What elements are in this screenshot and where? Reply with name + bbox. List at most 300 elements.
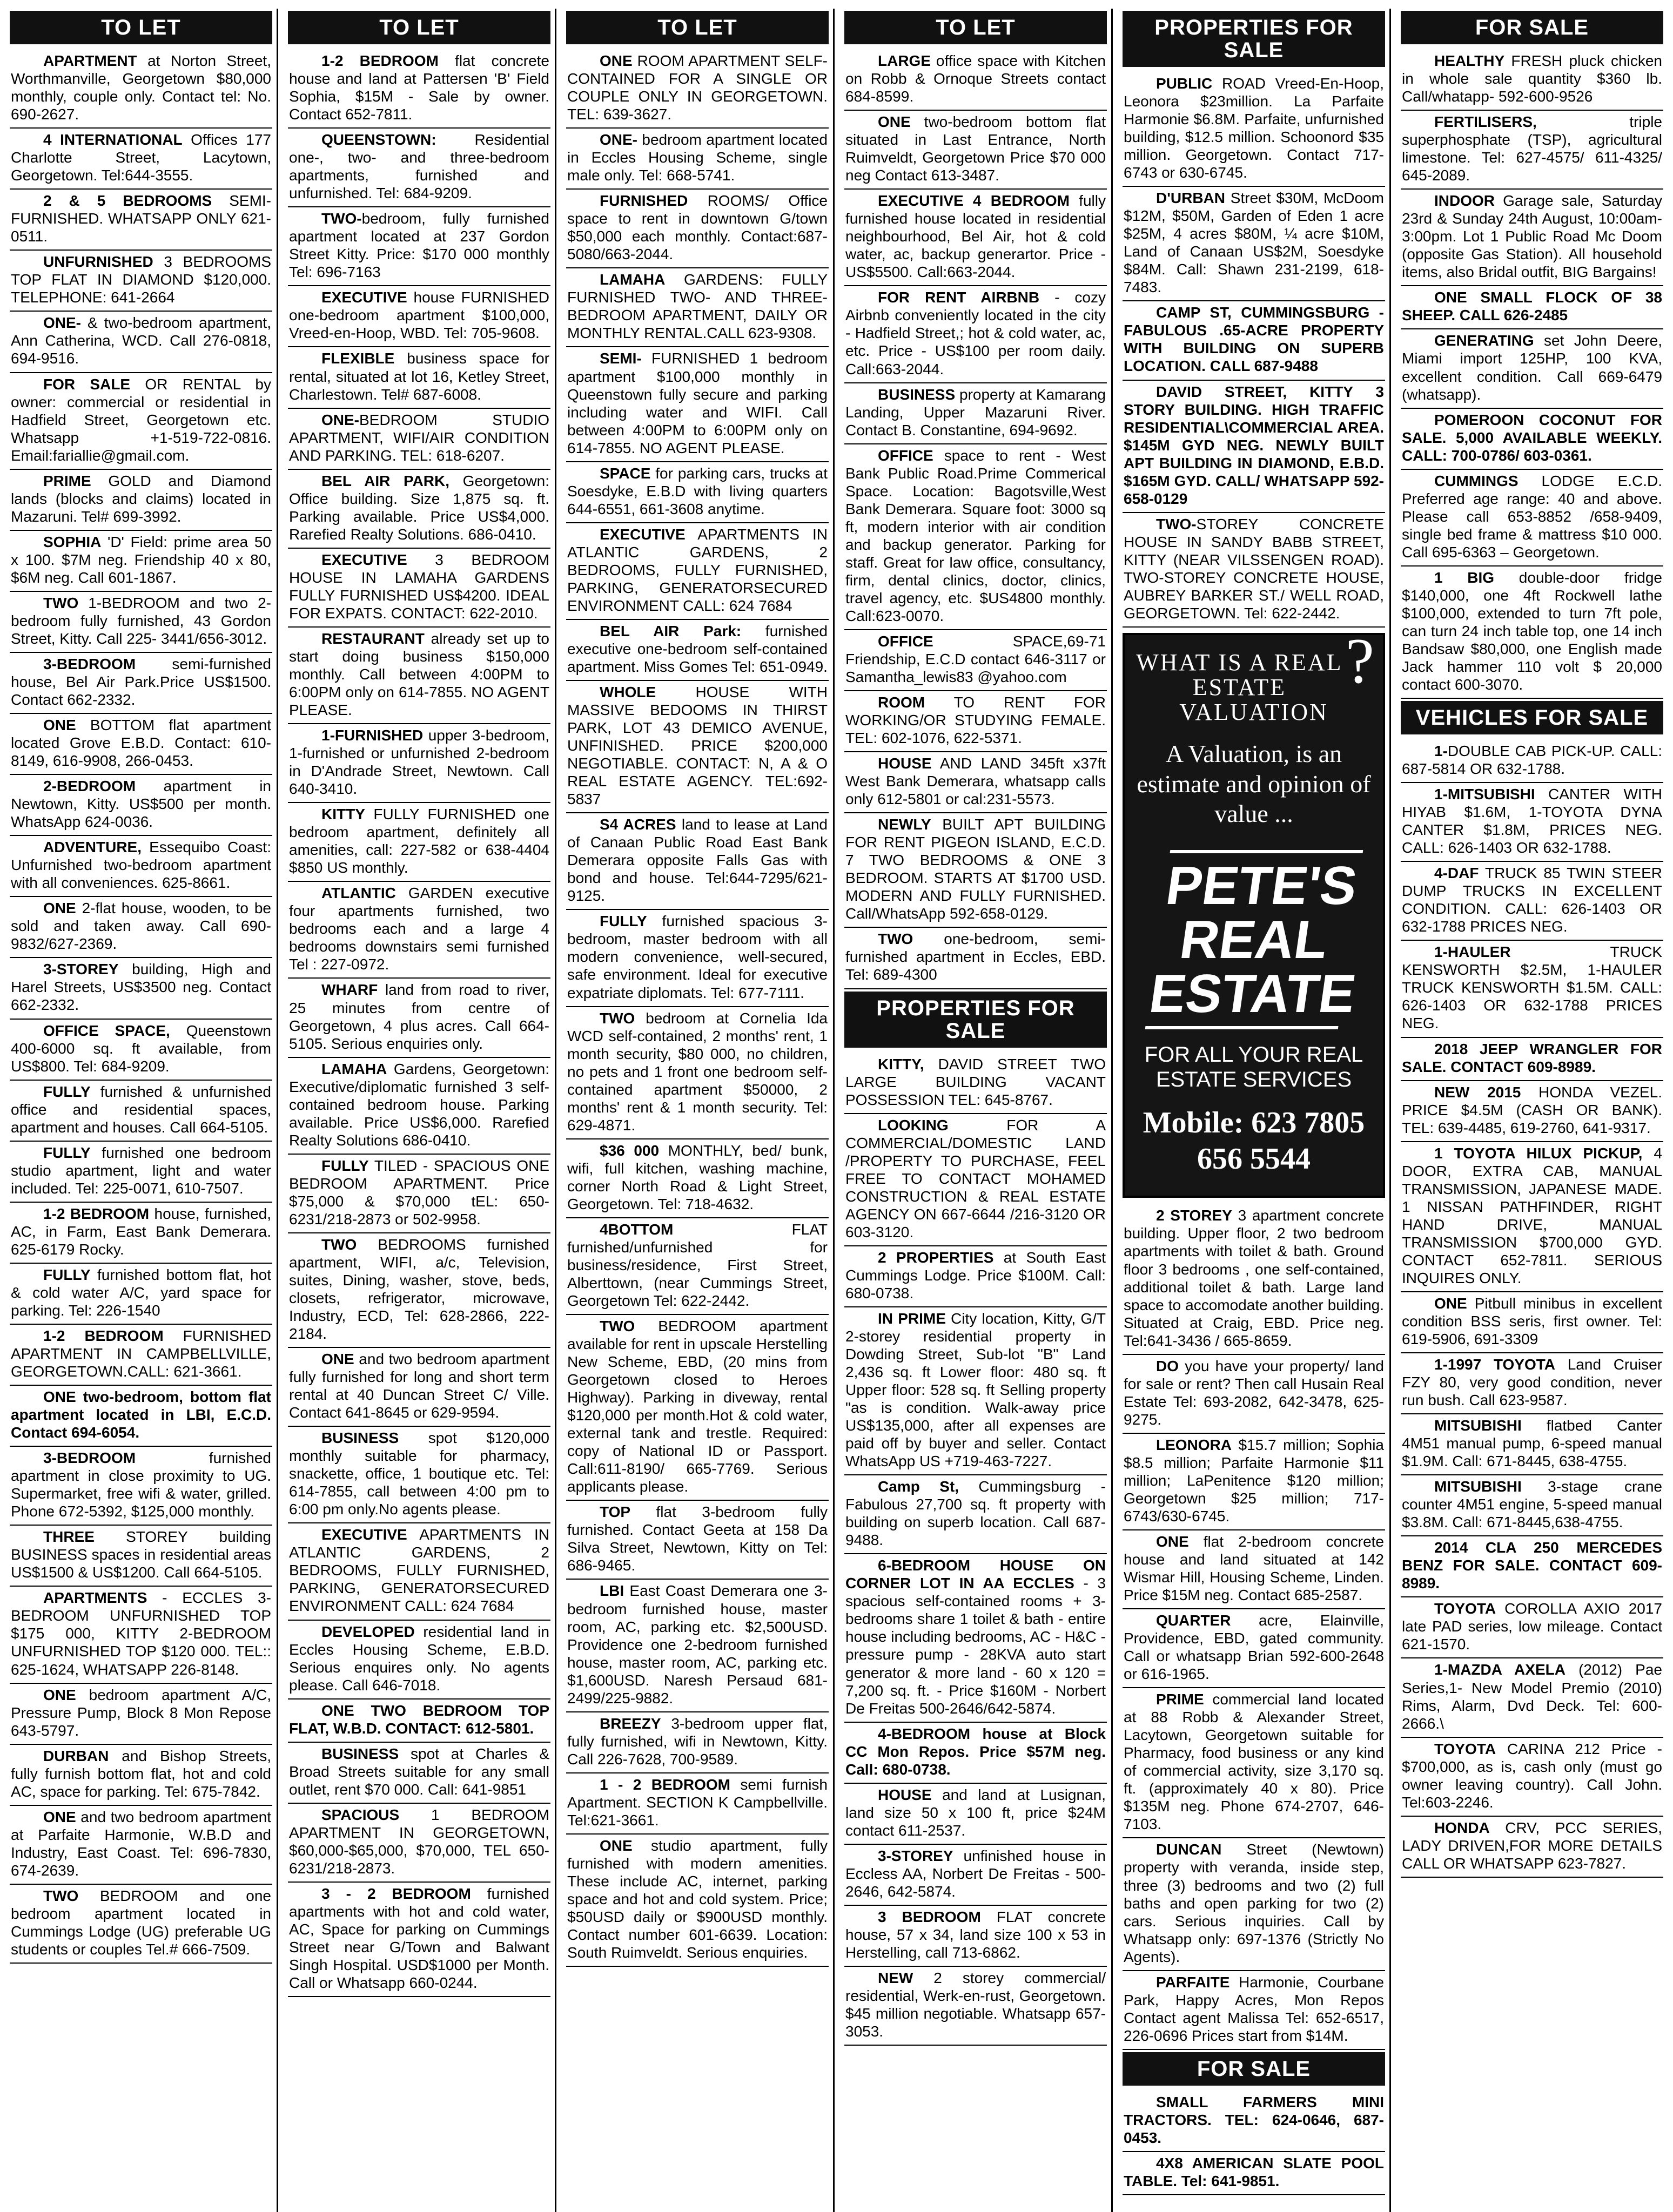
ad-text: for parking cars, trucks at Soesdyke, E.B.D with living quarters 644-6551, 661-3608 anytime. (567, 464, 828, 517)
ad-keyword: NEW (878, 1969, 913, 1986)
ad-text: ROOM APARTMENT SELF-CONTAINED FOR A SINGLE OR COUPLE ONLY IN GEORGETOWN. TEL: 639-3627. (567, 52, 828, 123)
ad-text: commercial land located at 88 Robb & Alexander Street, Lacytown, Georgetown suitable for Pharmacy, food business or any kind of commercial activity, size 3,170 sq. ft. (approximately 40 x 80). Price $135M neg. Phone 674-2707, 646-7103. (1124, 1691, 1384, 1833)
classified-ad (288, 1348, 550, 1427)
classified-ad (844, 1307, 1107, 1475)
ad-text: 3 BEDROOMS TOP FLAT IN DIAMOND $120,000. TELEPHONE: 641-2664 (11, 253, 271, 306)
ad-keyword: $36 000 (600, 1142, 660, 1159)
ad-keyword: ONE (43, 900, 76, 917)
classified-ad (1401, 1292, 1663, 1353)
classified-ad (1401, 1658, 1663, 1737)
classified-ad (1401, 1817, 1663, 1878)
ad-keyword: 2 STOREY (1156, 1207, 1232, 1224)
ad-text: Gardens, Georgetown: Executive/diplomatic furnished 3 self-contained bedroom house. Parking available. Price US$6,000. Rarefied Realty Solutions 686-0410. (289, 1060, 549, 1149)
ad-text: CANTER WITH HIYAB $1.6M, 1-TOYOTA DYNA CANTER $1.8M, PRICES NEG. CALL: 626-1403 OR 632-1788. (1402, 786, 1662, 857)
classified-ad (844, 1554, 1107, 1722)
ad-text: TRUCK KENSWORTH $2.5M, 1-HAULER TRUCK KENSWORTH $1.5M. CALL: 626-1403 OR 632-1788 PRICES NEG. (1402, 943, 1662, 1032)
ad-keyword: 1-MITSUBISHI (1434, 786, 1535, 803)
ad-keyword: 1 - 2 BEDROOM (600, 1776, 730, 1793)
ad-text: APARTMENTS IN ATLANTIC GARDENS, 2 BEDROOMS, FULLY FURNISHED, PARKING, GENERATORSECURED ENVIRONMENT CALL: 624 7684 (289, 1526, 549, 1615)
classified-ad (288, 803, 550, 882)
ad-text: Georgetown: Office building. Size 1,875 sq. ft. Parking available. Price US$4,000. Rarefied Realty Solutions. 686-0410. (289, 472, 549, 543)
ad-keyword: 3 - 2 BEDROOM (321, 1885, 471, 1902)
classified-ad (566, 1712, 829, 1773)
ad-text: Street (Newtown) property with veranda, inside step, three (3) bedrooms and two (2) full baths and open parking for two (2) cars. Serious inquiries. Call by Whatsapp only: 697-1376 (Strictly No Agents). (1124, 1841, 1384, 1965)
classified-ad (10, 129, 272, 190)
ad-text: ROOMS/ Office space to rent in downtown G/town $50,000 each monthly. Contact:687-5080/663-2044. (567, 192, 828, 263)
ad-keyword: ADVENTURE, (43, 839, 142, 856)
ad-text: semi-furnished house, Bel Air Park.Price US$1500. Contact 662-2332. (11, 655, 271, 708)
ad-keyword: MITSUBISHI (1434, 1417, 1522, 1434)
classified-ad (1401, 1475, 1663, 1536)
ad-text: unfinished house in Eccless AA, Norbert De Freitas - 500-2646, 642-5874. (845, 1847, 1106, 1900)
classified-ad (10, 775, 272, 836)
ad-text: BEDROOM and one bedroom apartment located in Cummings Lodge (UG) preferable UG students or couples Tel.# 666-7509. (11, 1887, 271, 1958)
ad-keyword: CAMP ST, CUMMINGSBURG (1156, 304, 1370, 321)
ad-text: TO RENT FOR WORKING/OR STUDYING FEMALE. TEL: 602-1076, 622-5371. (845, 694, 1106, 747)
ad-text: HONDA VEZEL. PRICE $4.5M (CASH OR BANK). TEL: 639-4485, 619-2760, 641-9317. (1402, 1083, 1662, 1136)
classified-ad (1401, 1081, 1663, 1142)
ad-keyword: DO (1156, 1357, 1179, 1374)
section-heading: PROPERTIES FOR SALE (844, 992, 1107, 1048)
ad-keyword: EXECUTIVE (600, 525, 686, 543)
ad-keyword: INDOOR (1434, 192, 1495, 210)
ad-keyword: LAMAHA (321, 1060, 387, 1077)
ad-keyword: CUMMINGS (1434, 472, 1519, 489)
ad-keyword: QUEENSTOWN: (321, 131, 436, 149)
classified-ad (288, 1058, 550, 1155)
ad-keyword: FOR RENT AIRBNB (878, 289, 1040, 306)
classified-ad (566, 1007, 829, 1139)
ad-keyword: S4 ACRES (600, 816, 676, 833)
classified-ad (10, 653, 272, 714)
real-estate-promo (1123, 624, 1385, 1198)
ad-text: residential land in Eccles Housing Scheme, E.B.D. Serious enquires only. No agents please. Call 646-7018. (289, 1623, 549, 1694)
ad-keyword: KITTY (321, 806, 365, 823)
ad-keyword: PARFAITE (1156, 1973, 1230, 1991)
ad-text: ROAD Vreed-En-Hoop, Leonora $23million. La Parfaite Harmonie $6.8M. Parfaite, unfurnished building, $12.5 million. Schoonord $35 million. Georgetown. Contact 717-6743 or 630-6745. (1124, 75, 1384, 181)
ad-text: property at Kamarang Landing, Upper Mazaruni River. Contact B. Constantine, 694-9692. (845, 386, 1106, 439)
ad-text: BEDROOMS furnished apartment, WIFI, a/c, Television, suites, Dining, washer, stove, beds, closets, refrigerator, microwave, Industry, ECD, Tel: 628-2866, 222-2184. (289, 1236, 549, 1343)
ad-keyword: 6-BEDROOM HOUSE ON CORNER LOT IN AA ECCLES (845, 1557, 1106, 1592)
classified-ad (1123, 1688, 1385, 1838)
ad-keyword: OFFICE (878, 632, 933, 650)
ad-text: FURNISHED 1 bedroom apartment $100,000 monthly in Queenstown fully secure and parking including water and WIFI. Call between 4:00PM to 6:00PM only on 614-7855. NO AGENT PLEASE. (567, 350, 828, 456)
ad-text: 'D' Field: prime area 50 x 100. $7M neg. Friendship 40 x 80, $6M neg. Call 601-1867. (11, 533, 271, 586)
ad-text: bedroom apartment A/C, Pressure Pump, Block 8 Mon Repose 643-5797. (11, 1686, 271, 1739)
classified-ad (566, 1218, 829, 1315)
ad-keyword: ONE TWO BEDROOM (321, 1702, 502, 1719)
promo-question: WHAT IS A REAL ESTATE VALUATION (1136, 649, 1343, 726)
ad-text: - ECCLES 3-BEDROOM UNFURNISHED TOP $175 000, KITTY 2-BEDROOM UNFURNISHED TOP $120 000. TEL:: 625-1624, WHATSAPP 226-8148. (11, 1589, 271, 1678)
classified-ad (1123, 1530, 1385, 1609)
classified-ad (844, 691, 1107, 752)
ad-text: BUILT APT BUILDING FOR RENT PIGEON ISLAND, E.C.D. 7 TWO BEDROOMS & ONE 3 BEDROOM. STARTS AT $1700 USD. MODERN AND FULLY FURNISHED. Call/WhatsApp 592-658-0129. (845, 816, 1106, 922)
ad-text: 2 storey commercial/ residential, Werk-en-rust, Georgetown. $45 million negotiable. Whatsapp 657-3053. (845, 1969, 1106, 2040)
ad-text: 1 BEDROOM APARTMENT IN GEORGETOWN, $60,000-$65,000, $70,000, TEL 650-6231/218-2873. (289, 1806, 549, 1877)
ad-text: flat concrete house and land at Pattersen 'B' Field Sophia, $15M - Sale by owner. Contact 652-7811. (289, 52, 549, 123)
ad-keyword: 4X8 AMERICAN (1156, 2154, 1274, 2171)
classified-ad (566, 1315, 829, 1501)
classified-ad (1401, 1414, 1663, 1475)
ad-keyword: 2 PROPERTIES (878, 1249, 994, 1266)
ad-keyword: 2018 JEEP (1434, 1040, 1518, 1057)
classified-ad (1123, 2091, 1385, 2152)
classified-ad (566, 523, 829, 620)
section-heading: TO LET (844, 11, 1107, 44)
ad-text: 3-bedroom upper flat, fully furnished, wifi in Newtown, Kitty. Call 226-7628, 700-9589. (567, 1715, 828, 1768)
ad-keyword: 1-2 BEDROOM (43, 1205, 150, 1222)
classified-ad (844, 813, 1107, 928)
ad-keyword: EXECUTIVE (321, 551, 407, 568)
ad-text: building, High and Harel Streets, US$3500 neg. Contact 662-2332. (11, 961, 271, 1014)
ad-text: double-door fridge $140,000, one 4ft Rockwell lathe $100,000, extended to turn 7ft pole, can turn 24 inch table top, one 14 inch Bandsaw $80,000, one English made Jack hammer 110 volt $ 20,000 contact 600-3070. (1402, 569, 1662, 693)
ad-text: GARDEN executive four apartments furnished, two bedrooms each and a large 4 bedrooms downstairs semi furnished Tel : 227-0972. (289, 885, 549, 973)
classified-ad (288, 50, 550, 129)
ad-keyword: LEONORA (1156, 1436, 1232, 1453)
ad-text: SPACE,69-71 Friendship, E.C.D contact 646-3117 or Samantha_lewis83 @yahoo.com (845, 632, 1106, 685)
ad-keyword: 1-2 BEDROOM (321, 52, 439, 69)
section-heading: PROPERTIES FOR SALE (1123, 11, 1385, 67)
classified-ad (844, 1967, 1107, 2046)
classified-ad (288, 724, 550, 803)
ad-text: Land Cruiser FZY 80, very good condition, never run bush. Call 623-9587. (1402, 1356, 1662, 1409)
classified-ad (10, 1081, 272, 1142)
classified-ad (288, 1621, 550, 1700)
ad-text: acre, Elainville, Providence, EBD, gated community. Call or whatsapp Brian 592-600-2648 or 616-1965. (1124, 1612, 1384, 1683)
classified-ad (844, 1845, 1107, 1906)
ad-text: 3-stage crane counter 4M51 engine, 5-speed manual $3.8M. Call: 671-8445,638-4755. (1402, 1478, 1662, 1531)
classified-ad (566, 1580, 829, 1712)
ad-text: business space for rental, situated at lot 16, Ketley Street, Charlestown. Tel# 687-6008. (289, 350, 549, 403)
ad-text: COROLLA AXIO 2017 late PAD series, low mileage. Contact 621-1570. (1402, 1600, 1662, 1653)
ad-keyword: PUBLIC (1156, 75, 1213, 92)
classified-ad (1401, 409, 1663, 470)
classified-ad (1401, 470, 1663, 567)
ad-keyword: ONE SMALL (1434, 289, 1533, 306)
ad-text: (2012) Pae Series,1- New Model Premio (2010) Rims, Alarm, Dvd Deck. Tel: 600-2666.\ (1402, 1661, 1662, 1732)
section-heading: TO LET (10, 11, 272, 44)
ad-text: land from road to river, 25 minutes from centre of Georgetown, 4 plus acres. Call 664-5105. Serious enquiries only. (289, 981, 549, 1052)
classified-ad (10, 958, 272, 1019)
classified-ad (1123, 1204, 1385, 1354)
ad-text: Pitbull minibus in excellent condition BSS seris, first owner. Tel: 619-5906, 691-3309 (1402, 1294, 1662, 1347)
section-heading: TO LET (566, 11, 829, 44)
column-1 (5, 9, 278, 2212)
ad-text: HOUSE WITH MASSIVE BEDOOMS IN THIRST PARK, LOT 43 DEMICO AVENUE, UNFINISHED. PRICE $200,000 NEGOTIABLE. CONTACT: N, A & O REAL ESTATE AGENCY. TEL:692-5837 (567, 684, 828, 808)
ad-keyword: 4-DAF (1434, 865, 1479, 882)
classified-ad (288, 1700, 550, 1743)
classified-ad (1401, 111, 1663, 190)
ad-text: FURNISHED APARTMENT IN CAMPBELLVILLE, GEORGETOWN.CALL: 621-3661. (11, 1327, 271, 1380)
classified-ad (10, 373, 272, 470)
classified-ad (1401, 329, 1663, 408)
ad-text: set John Deere, Miami import 125HP, 100 KVA, excellent condition. Call 669-6479 (whatsapp). (1402, 332, 1662, 403)
classified-ad (288, 207, 550, 286)
ad-keyword: 3-BEDROOM (43, 1449, 136, 1467)
ad-text: Residential one-, two- and three-bedroom apartments, furnished and unfurnished. Tel: 684-9209. (289, 131, 549, 202)
classified-ad (288, 979, 550, 1057)
ad-text: and Bishop Streets, fully furnish bottom flat, hot and cold AC, space for parking. Tel: 675-7842. (11, 1747, 271, 1800)
ad-keyword: 2-BEDROOM (43, 778, 136, 795)
ad-text: TILED - SPACIOUS ONE BEDROOM APARTMENT. Price $75,000 & $70,000 tEL: 650-6231/218-2873 or 502-9958. (289, 1157, 549, 1228)
ad-keyword: 2014 CLA 250 (1434, 1539, 1559, 1556)
ad-keyword: ONE (43, 1686, 76, 1703)
ad-text: two-bedroom, bottom flat apartment located in LBI, E.C.D. Contact 694-6054. (11, 1388, 271, 1441)
classified-ad (844, 286, 1107, 383)
ad-text: one-bedroom, semi-furnished apartment in Eccles, EBD. Tel: 689-4300 (845, 930, 1106, 983)
ad-text: - FABULOUS .65-ACRE PROPERTY WITH BUILDING ON SUPERB LOCATION. CALL 687-9488 (1124, 304, 1385, 375)
ad-keyword: SEMI- (600, 350, 642, 367)
classified-ad (10, 1806, 272, 1885)
ad-keyword: 1 BIG (1434, 569, 1495, 586)
ad-text: $15.7 million; Sophia $8.5 million; Parfaite Harmonie $11 million; LaPenitence $120 million; Georgetown $25 million; 717-6743/630-6745. (1124, 1436, 1384, 1525)
column-2 (284, 9, 556, 2212)
classified-ad (10, 1526, 272, 1587)
classified-ad (566, 462, 829, 523)
classified-ad (844, 1906, 1107, 1967)
ad-text: you have your property/ land for sale or rent? Then call Husain Real Estate Tel: 693-2082, 642-3478, 625-9275. (1124, 1357, 1384, 1428)
ad-text: East Coast Demerara one 3-bedroom furnished house, master room, AC, parking etc. $2,500USD. Providence one 2-bedroom furnished house, master room, AC, parking etc. $1,600USD. Naresh Persaud 681-2499/225-9882. (567, 1582, 828, 1707)
ad-keyword: TWO (321, 1236, 357, 1253)
ad-keyword: FULLY (600, 913, 647, 930)
ad-keyword: HEALTHY (1434, 52, 1505, 69)
ad-keyword: TWO- (321, 210, 362, 227)
classified-ad (288, 347, 550, 408)
promo-mobile: Mobile: 623 7805 656 5544 (1143, 1106, 1365, 1176)
ad-text: FRESH pluck chicken in whole sale quantity $360 lb. Call/whatapp- 592-600-9526 (1402, 52, 1662, 105)
ad-keyword: APARTMENTS (43, 1589, 147, 1607)
classified-ad (1401, 862, 1663, 941)
ad-keyword: 1-FURNISHED (321, 727, 424, 744)
ad-keyword: HOUSE (878, 755, 932, 772)
ad-keyword: FERTILISERS, (1434, 113, 1537, 131)
ad-keyword: SPACE (600, 464, 651, 482)
classified-ad (1123, 72, 1385, 187)
ad-text: 3 apartment concrete building. Upper floor, 2 two bedroom apartments with toilet & bath. Ground floor 3 bedrooms , one self-contained, additional toilet & bath. Large land space to accomodate another building. Situated at Craig, EBD. Price neg. Tel:641-3436 / 665-8659. (1124, 1207, 1384, 1349)
ad-keyword: TWO (600, 1318, 635, 1335)
classified-ad (1401, 783, 1663, 862)
ad-keyword: BUSINESS (321, 1745, 399, 1762)
classified-ad (844, 111, 1107, 190)
ad-text: furnished spacious 3-bedroom, master bedroom with all modern convenience, well-secured, safe environment. Ideal for executive expatriate diplomats. Tel: 677-7111. (567, 913, 828, 1001)
ad-text: upper 3-bedroom, 1-furnished or unfurnished 2-bedroom in D'Andrade Street, Newtown. Call 640-3410. (289, 727, 549, 798)
classified-ad (844, 1784, 1107, 1845)
ad-text: Harmonie, Courbane Park, Happy Acres, Mon Repos Contact agent Malissa Tel: 652-6517, 226-0696 Prices start from $14M. (1124, 1973, 1384, 2044)
ad-keyword: ATLANTIC (321, 885, 396, 902)
ad-text: SEMI-FURNISHED. WHATSAPP ONLY 621-0511. (11, 192, 271, 245)
classified-ad (10, 897, 272, 958)
classified-ad (10, 1447, 272, 1526)
ad-text: 1-BEDROOM and two 2-bedroom fully furnished, 43 Gordon Street, Kitty. Call 225- 3441/656-3012. (11, 594, 271, 647)
classified-ad (844, 1114, 1107, 1246)
classified-ad (10, 1745, 272, 1806)
ad-keyword: LOOKING (878, 1116, 949, 1134)
classified-ad (288, 409, 550, 470)
classified-ad (10, 1684, 272, 1745)
classified-ad (1123, 513, 1385, 628)
ad-keyword: DEVELOPED (321, 1623, 415, 1640)
classified-ad (844, 50, 1107, 111)
column-6 (1396, 9, 1668, 2212)
classified-ad (288, 549, 550, 628)
ad-text: GOLD and Diamond lands (blocks and claims) located in Mazaruni. Tel# 699-3992. (11, 472, 271, 525)
ad-keyword: 1-HAULER (1434, 943, 1511, 961)
ad-keyword: ROOM (878, 694, 925, 711)
ad-text: LODGE E.C.D. Preferred age range: 40 and above. Please call 653-8852 /658-9409, single bed frame & mattress $10 000. Call 695-6363 – Georgetown. (1402, 472, 1662, 561)
ad-text: spot at Charles & Broad Streets suitable for any small outlet, rent $70 000. Call: 641-9851 (289, 1745, 549, 1798)
promo-tagline: FOR ALL YOUR REAL ESTATE SERVICES (1144, 1043, 1363, 1092)
ad-text: GARDENS: FULLY FURNISHED TWO- AND THREE-BEDROOM APARTMENT, DAILY OR MONTHLY RENTAL.CALL 623-9308. (567, 271, 828, 342)
classified-ad (10, 836, 272, 897)
classified-ad (844, 1723, 1107, 1784)
ad-text: bedroom, fully furnished apartment located at 237 Gordon Street Kitty. Price: $170 000 monthly Tel: 696-7163 (289, 210, 549, 281)
column-3 (562, 9, 835, 2212)
classified-ad (1123, 301, 1385, 380)
ad-text: Offices 177 Charlotte Street, Lacytown, Georgetown. Tel:644-3555. (11, 131, 272, 184)
ad-text: FULLY FURNISHED one bedroom apartment, definitely all amenities, call: 227-582 or 638-4404 $850 US monthly. (289, 806, 549, 876)
classified-ad (844, 1053, 1107, 1114)
ad-keyword: D'URBAN (1156, 190, 1225, 207)
ad-keyword: LAMAHA (600, 271, 666, 288)
ad-text: FLOCK OF 38 SHEEP. CALL 626-2485 (1402, 289, 1662, 324)
ad-keyword: BEL AIR PARK, (321, 472, 450, 489)
ad-keyword: WHOLE (600, 684, 656, 700)
ad-text: bedroom apartment located in Eccles Housing Scheme, single male only. Tel: 668-5741. (567, 131, 828, 184)
classified-ad (1401, 190, 1663, 286)
ad-keyword: BUSINESS (878, 386, 956, 403)
ad-keyword: POMEROON (1434, 411, 1524, 428)
classified-ad (844, 630, 1107, 691)
ad-keyword: FURNISHED (600, 192, 688, 210)
ad-text: TOP FLAT, W.B.D. CONTACT: 612-5801. (289, 1702, 549, 1737)
ad-text: studio apartment, fully furnished with modern amenities. These include AC, internet, parking space and hot and cold system. Price; $50USD daily or $900USD monthly. Contact number 601-6639. Location: South Ruimveldt. Serious enquiries. (567, 1837, 828, 1961)
classified-ad (10, 1142, 272, 1203)
classified-ad (1401, 50, 1663, 111)
section-heading: TO LET (288, 11, 550, 44)
ad-keyword: APARTMENT (43, 52, 137, 69)
ad-text: AND LAND 345ft x37ft West Bank Demerara, whatsapp calls only 612-5801 or cal:231-5573. (845, 755, 1106, 808)
ad-keyword: PRIME (43, 472, 91, 489)
classified-ad (10, 312, 272, 373)
classified-ad (288, 882, 550, 979)
ad-text: and two bedroom apartment fully furnished for long and short term rental at 40 Duncan Street C/ Ville. Contact 641-8645 or 629-9594. (289, 1351, 549, 1421)
ad-text: MERCEDES BENZ FOR SALE. CONTACT 609-8989. (1402, 1539, 1663, 1592)
classified-ad (288, 129, 550, 207)
ad-keyword: RESTAURANT (321, 630, 425, 647)
ad-keyword: Camp St, (878, 1478, 959, 1495)
ad-text: space to rent - West Bank Public Road.Prime Commerical Space. Location: Bagotsville,West Bank Demerara. Square foot: 3000 sq ft, modern interior with air condition and backup generator. Parking for staff. Great for law office, consultancy, firm, dental clinics, doctor, clinics, travel agency, etc. $US4800 monthly. Call:623-0070. (845, 447, 1106, 624)
ad-keyword: ONE (43, 1808, 76, 1825)
classified-ad (1401, 1738, 1663, 1817)
ad-keyword: 4BOTTOM (600, 1220, 674, 1238)
classified-ad (288, 470, 550, 549)
ad-text: fully furnished house located in residential neighbourhood, Bel Air, hot & cold water, ac, backup generartor. Price - US$5500. Call:663-2044. (845, 192, 1106, 281)
promo-logo: PETE'S REAL ESTATE (1145, 850, 1362, 1029)
ad-keyword: DURBAN (43, 1747, 109, 1764)
classified-ad (566, 1835, 829, 1967)
ad-keyword: HOUSE (878, 1786, 932, 1803)
classified-ad (1123, 1355, 1385, 1434)
ad-text: Queenstown 400-6000 sq. ft available, from US$800. Tel: 684-9209. (11, 1022, 271, 1075)
ad-keyword: NEWLY (878, 816, 931, 833)
ad-text: furnished bottom flat, hot & cold water A/C, yard space for parking. Tel: 226-1540 (11, 1266, 271, 1319)
ad-keyword: NEW 2015 (1434, 1083, 1521, 1101)
classified-ad (10, 50, 272, 129)
classified-ad (844, 752, 1107, 813)
ad-text: COCONUT FOR SALE. 5,000 AVAILABLE WEEKLY. CALL: 700-0786/ 603-0361. (1402, 411, 1662, 464)
ad-text: DAVID STREET TWO LARGE BUILDING VACANT POSSESSION TEL: 645-8767. (845, 1055, 1106, 1108)
ad-text: FLAT concrete house, 57 x 34, land size 100 x 53 in Herstelling, call 713-6862. (845, 1908, 1106, 1961)
ad-text: OR RENTAL by owner: commercial or residential in Hadfield Street, Georgetown etc. Whatsapp +1-519-722-0816. Email:fariallie@gmail.com. (11, 375, 271, 464)
classified-ad (1401, 567, 1663, 699)
classified-ad (566, 681, 829, 813)
ad-text: CARINA 212 Price - $700,000, as is, cash only (must go owner leaving country). Call John. Tel:603-2246. (1402, 1740, 1662, 1811)
ad-text: MINI TRACTORS. TEL: 624-0646, 687-0453. (1124, 2093, 1384, 2146)
ad-text: 2-flat house, wooden, to be sold and taken away. Call 690-9832/627-2369. (11, 900, 271, 953)
ad-keyword: 2 & 5 BEDROOMS (43, 192, 212, 210)
column-5 (1118, 9, 1391, 2212)
classified-ad (10, 1587, 272, 1683)
ad-keyword: LBI (600, 1582, 624, 1600)
classified-ad (566, 813, 829, 910)
classified-ad (288, 1155, 550, 1233)
ad-text: bedroom at Cornelia Ida WCD self-contained, 2 months' rent, 1 month security, $80 000, no children, no pets and 1 front one bedroom self-contained apartment $50000, 2 months' rent & 1 month security. Tel: 629-4871. (567, 1009, 828, 1134)
section-heading: FOR SALE (1123, 2052, 1385, 2086)
ad-text: spot $120,000 monthly suitable for pharmacy, snackette, office, 1 boutique etc. Tel: 614-7855, call between 4:00 pm to 6:00 pm only.No agents please. (289, 1429, 549, 1518)
ad-keyword: KITTY, (878, 1055, 924, 1073)
ad-text: BEDROOM apartment available for rent in upscale Herstelling New Scheme, EBD, (20 mins from Georgetown closed to Heroes Highway). Parking in diveway, rental $120,000 per month.Hot & cold water, external tank and trestle. Required: copy of National ID or Passport. Call:611-8190/ 665-7769. Serious applicants please. (567, 1318, 828, 1495)
promo-body: A Valuation, is an estimate and opinion of value ... (1137, 740, 1371, 827)
ad-text: furnished & unfurnished office and residential spaces, apartment and houses. Call 664-5105. (11, 1083, 271, 1136)
ad-text: City location, Kitty, G/T 2-storey residential property in Dowding Street, Sub-lot "B" Land 2,436 sq. ft Lower floor: 480 sq. ft Upper floor: 528 sq. ft Selling property "as is condition. Walk-away price US$135,000, after all expenses are paid off by buyer and seller. Contact WhatsApp US +719-463-7227. (845, 1310, 1106, 1470)
ad-text: 3 STORY BUILDING. HIGH TRAFFIC RESIDENTIAL\COMMERCIAL AREA. $145M GYD NEG. NEWLY BUILT APT BUILDING IN DIAMOND, E.B.D. $165M GYD. CALL/ WHATSAPP 592-658-0129 (1124, 383, 1384, 507)
ad-keyword: ONE (1156, 1533, 1189, 1550)
ad-keyword: OFFICE (878, 447, 933, 464)
ad-keyword: PRIME (1156, 1691, 1204, 1708)
classified-ad (10, 190, 272, 251)
ad-keyword: SOPHIA (43, 533, 102, 550)
ad-text: Essequibo Coast: Unfurnished two-bedroom apartment with all conveniences. 625-8661. (11, 839, 271, 892)
ad-keyword: TWO (878, 930, 913, 948)
ad-keyword: FLEXIBLE (321, 350, 395, 367)
ad-keyword: THREE (43, 1528, 95, 1546)
ad-text: furnished executive one-bedroom self-contained apartment. Miss Gomes Tel: 651-0949. (567, 622, 828, 675)
ad-keyword: SMALL FARMERS (1156, 2093, 1317, 2110)
ad-keyword: LARGE (878, 52, 931, 69)
ad-text: flat 3-bedroom fully furnished. Contact Geeta at 158 Da Silva Street, Newtown, Kitty on Tel: 686-9465. (567, 1503, 828, 1574)
ad-keyword: MITSUBISHI (1434, 1478, 1522, 1495)
ad-keyword: TOYOTA (1434, 1740, 1496, 1757)
ad-text: 3 BEDROOM HOUSE IN LAMAHA GARDENS FULLY FURNISHED US$4200. IDEAL FOR EXPATS. CONTACT: 622-2010. (289, 551, 549, 622)
ad-text: Garage sale, Saturday 23rd & Sunday 24th August, 10:00am-3:00pm. Lot 1 Public Road Mc Doom (opposite Gas Station). All household items, also Bridal outfit, BIG Bargains! (1402, 192, 1662, 281)
ad-text: CRV, PCC SERIES, LADY DRIVEN,FOR MORE DETAILS CALL OR WHATSAPP 623-7827. (1402, 1819, 1662, 1872)
ad-keyword: FULLY (43, 1144, 91, 1161)
ad-text: at South East Cummings Lodge. Price $100M. Call: 680-0738. (845, 1249, 1106, 1301)
ad-text: house, furnished, AC, in Farm, East Bank Demerara. 625-6179 Rocky. (11, 1205, 272, 1258)
ad-text: two-bedroom bottom flat situated in Last Entrance, North Ruimveldt, Georgetown Price $70 000 neg Contact 613-3487. (845, 113, 1106, 184)
classified-ad (566, 1773, 829, 1835)
ad-keyword: ONE (600, 1837, 633, 1854)
ad-keyword: 3-STOREY (878, 1847, 953, 1864)
classified-ad (1123, 381, 1385, 513)
ad-keyword: 4-BEDROOM (878, 1725, 971, 1742)
classified-ad (566, 347, 829, 462)
classified-ad (1401, 740, 1663, 783)
ad-text: BEDROOM STUDIO APARTMENT, WIFI/AIR CONDITION AND PARKING. TEL: 618-6207. (289, 411, 549, 464)
classified-ad (10, 470, 272, 531)
question-mark-glyph: ? (1345, 624, 1374, 697)
ad-keyword: 3-BEDROOM (43, 655, 136, 672)
